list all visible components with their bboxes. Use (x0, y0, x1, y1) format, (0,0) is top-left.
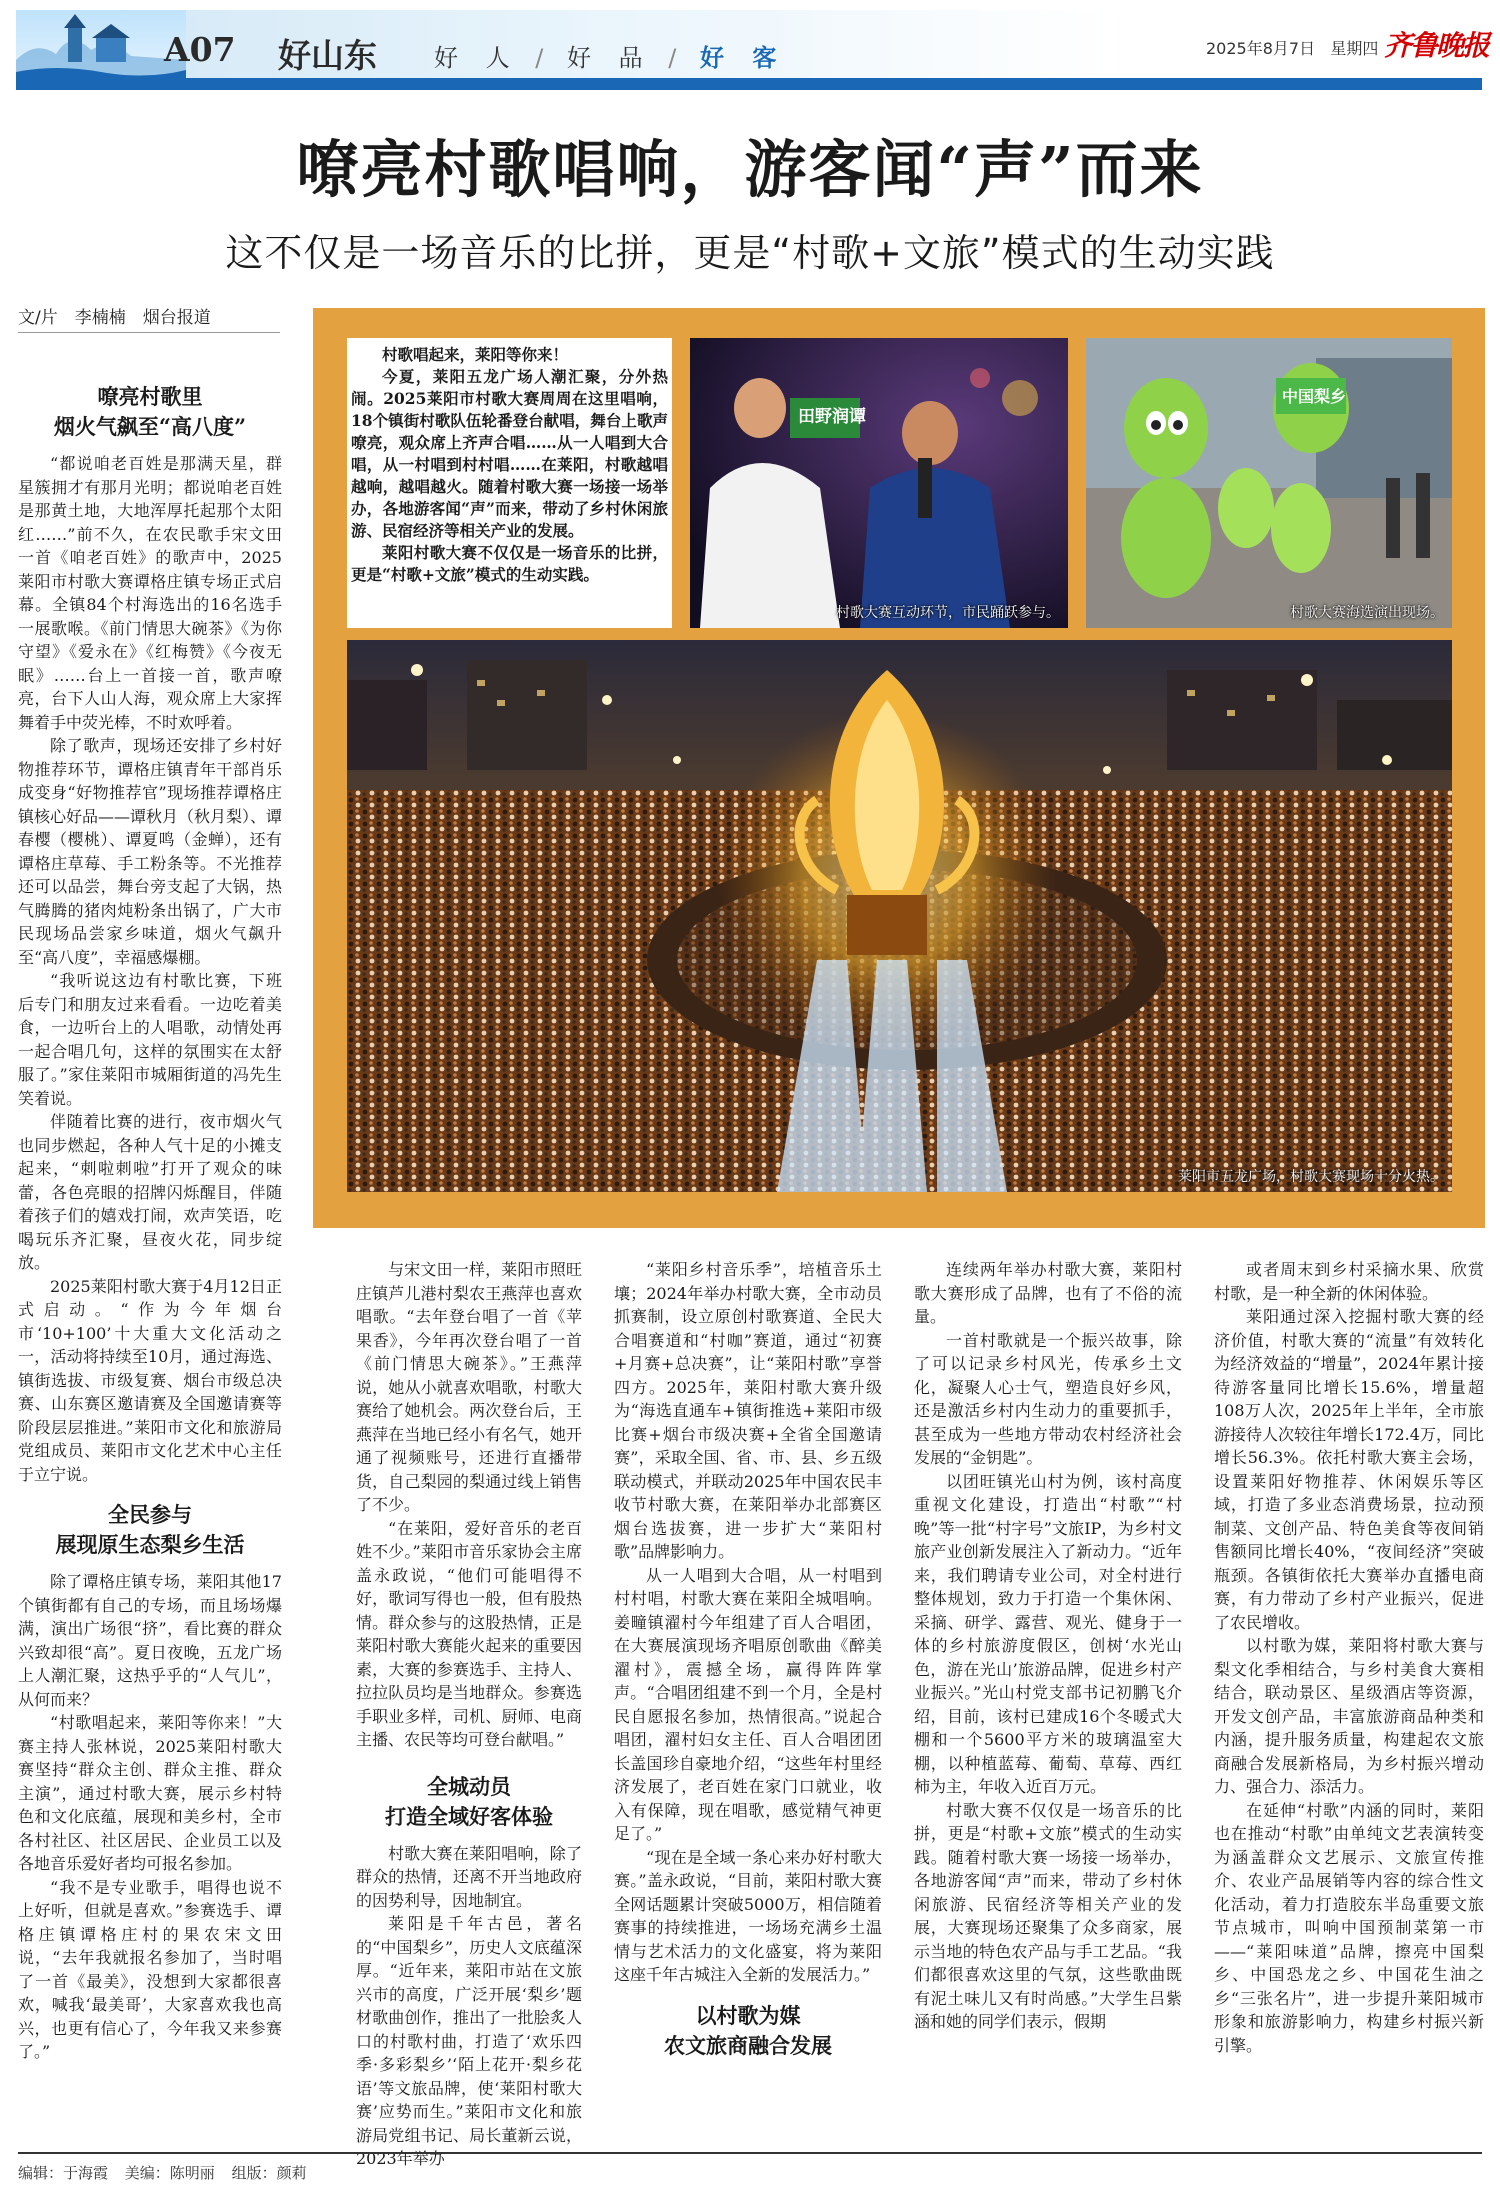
paragraph: 伴随着比赛的进行，夜市烟火气也同步燃起，各种人气十足的小摊支起来，“刺啦刺啦”打开了观众的味蕾，各色亮眼的招牌闪烁醒目，伴随着孩子们的嬉戏打闹，欢声笑语，吃喝玩乐齐汇聚，昼夜火花，同步绽放。 (18, 1112, 282, 1272)
paragraph: 连续两年举办村歌大赛，莱阳村歌大赛形成了品牌，也有了不俗的流量。 (914, 1260, 1182, 1326)
paragraph: 与宋文田一样，莱阳市照旺庄镇芦儿港村梨农王燕萍也喜欢唱歌。“去年登台唱了一首《苹果香》，今年再次登台唱了一首《前门情思大碗茶》。”王燕萍说，她从小就喜欢唱歌，村歌大赛给了她机会。两次登台后，王燕萍在当地已经小有名气，她开通了视频账号，还进行直播带货，自己梨园的梨通过线上销售了不少。 (356, 1260, 582, 1514)
paragraph: “现在是全域一条心来办好村歌大赛。”盖永政说，“目前，莱阳村歌大赛全网话题累计突破5000万，相信随着赛事的持续推进，一场场充满乡土温情与艺术活力的文化盛宴，将为莱阳这座千年古城注入全新的发展活力。” (614, 1847, 882, 1984)
paragraph: 以村歌为媒，莱阳将村歌大赛与梨文化季相结合，与乡村美食大赛相结合，联动景区、星级酒店等资源，开发文创产品，丰富旅游商品种类和内涵，提升服务质量，构建起农文旅商融合发展新格局，为乡村振兴增动力、强合力、添活力。 (1214, 1636, 1484, 1796)
subheading (18, 382, 282, 442)
article-column-4 (914, 1258, 1182, 2128)
paragraph: 村歌大赛不仅仅是一场音乐的比拼，更是“村歌+文旅”模式的生动实践。随着村歌大赛一场接一场举办，各地游客闻“声”而来，带动了乡村休闲旅游、民宿经济等相关产业的发展，大赛现场还聚集了众多商家，展示当地的特色农产品与手工艺品。“我们都很喜欢这里的气氛，这些歌曲既有泥土味儿又有时尚感。”大学生吕紫涵和她的同学们表示，假期 (914, 1800, 1182, 2031)
credits-footer (18, 2152, 1482, 2183)
photo-interaction (690, 338, 1068, 628)
photo-banner-text: 田野润谭 (798, 407, 866, 427)
weekday-text: 星期四 (1330, 39, 1379, 58)
paragraph: “都说咱老百姓是那满天星，群星簇拥才有那月光明；都说咱老百姓是那黄土地，大地浑厚托起那个太阳红……”前不久，在农民歌手宋文田一首《咱老百姓》的歌声中，2025莱阳市村歌大赛谭格庄镇专场正式启幕。全镇84个村海选出的16名选手一展歌喉。《前门情思大碗茶》《为你守望》《爱永在》《红梅赞》《今夜无眠》……台上一首接一首，歌声嘹亮，台下人山人海，观众席上大家挥舞着手中荧光棒，不时欢呼着。 (18, 454, 282, 732)
intro-paragraph: 今夏，莱阳五龙广场人潮汇聚，分外热闹。2025莱阳市村歌大赛周周在这里唱响，18个镇街村歌队伍轮番登台献唱，舞台上歌声嘹亮，观众席上齐声合唱……从一人唱到大合唱，从一村唱到村村唱……在莱阳，村歌越唱越响，越唱越火。随着村歌大赛一场接一场举办，各地游客闻“声”而来，带动了乡村休闲旅游、民宿经济等相关产业的发展。 (351, 367, 668, 540)
article-column-3 (614, 1258, 882, 2128)
section-title: 好山东 (278, 36, 377, 75)
paragraph: 村歌大赛在莱阳唱响，除了群众的热情，还离不开当地政府的因势利导，因地制宜。 (356, 1843, 582, 1910)
photo-caption: 村歌大赛互动环节，市民踊跃参与。 (836, 605, 1060, 621)
section-tabs: 好 人 / 好 品 / 好 客 (434, 44, 787, 72)
subheading (18, 1500, 282, 1560)
tab-good-people[interactable]: 好 人 (434, 44, 520, 72)
paragraph: 从一人唱到大合唱，从一村唱到村村唱，村歌大赛在莱阳全城唱响。姜疃镇濯村今年组建了百人合唱团，在大赛展演现场齐唱原创歌曲《醉美濯村》，震撼全场，赢得阵阵掌声。“合唱团组建不到一个月，全是村民自愿报名参加，热情很高。”说起合唱团，濯村妇女主任、百人合唱团团长盖国珍自豪地介绍，“这些年村里经济发展了，老百姓在家门口就业，收入有保障，现在唱歌，感觉精气神更足了。” (614, 1565, 882, 1843)
article-column-5 (1214, 1258, 1484, 2128)
subheading-line: 打造全域好客体验 (385, 1803, 553, 1829)
page-number: A07 (164, 30, 236, 69)
tab-good-products[interactable]: 好 品 (566, 44, 653, 72)
intro-paragraph: 莱阳村歌大赛不仅仅是一场音乐的比拼，更是“村歌+文旅”模式的生动实践。 (351, 543, 668, 584)
subheading (356, 1772, 582, 1832)
paragraph: “我听说这边有村歌比赛，下班后专门和朋友过来看看。一边吃着美食，一边听台上的人唱歌，动情处再一起合唱几句，这样的氛围实在太舒服了。”家住莱阳市城厢街道的冯先生笑着说。 (18, 971, 282, 1108)
paragraph: 在延伸“村歌”内涵的同时，莱阳也在推动“村歌”由单纯文艺表演转变为涵盖群众文艺展示、文旅宣传推介、农业产品展销等内容的综合性文化活动，着力打造胶东半岛重要文旅节点城市，叫响中国预制菜第一市——“莱阳味道”品牌，擦亮中国梨乡、中国恐龙之乡、中国花生油之乡“三张名片”，进一步提升莱阳城市形象和旅游影响力，构建乡村振兴新引擎。 (1214, 1800, 1484, 2055)
masthead-band (16, 78, 1482, 90)
date-text: 2025年8月7日 (1206, 39, 1316, 58)
masthead (16, 10, 1489, 90)
subheading-line: 全民参与 (108, 1502, 192, 1527)
intro-box (347, 338, 672, 628)
subheading-line: 烟火气飙至“高八度” (53, 414, 247, 439)
paragraph: 一首村歌就是一个振兴故事，除了可以记录乡村风光，传承乡土文化，凝聚人心士气，塑造良好乡风，还是激活乡村内生动力的重要抓手，甚至成为一些地方带动农村经济社会发展的“金钥匙”。 (914, 1330, 1182, 1467)
subheading-line: 全城动员 (427, 1773, 511, 1799)
paragraph: 莱阳通过深入挖掘村歌大赛的经济价值，村歌大赛的“流量”有效转化为经济效益的“增量”，2024年累计接待游客量同比增长15.6%，增量超108万人次，2025年上半年，全市旅游接待人次较往年增长172.4万，同比增长56.3%。依托村歌大赛主会场，设置莱阳好物推荐、休闲娱乐等区域，打造了多业态消费场景，拉动预制菜、文创产品、特色美食等夜间销售额同比增长40%，“夜间经济”突破瓶颈。各镇街依托大赛举办直播电商赛，有力带动了乡村产业振兴，促进了农民增收。 (1214, 1307, 1484, 1632)
subheading (614, 2001, 882, 2061)
subheadline: 这不仅是一场音乐的比拼，更是“村歌+文旅”模式的生动实践 (225, 231, 1275, 275)
mascot-sign-text: 中国梨乡 (1282, 387, 1347, 406)
newspaper-logo: 齐鲁晚报 (1384, 29, 1489, 62)
editor-credit: 编辑：于海霞 (18, 2164, 109, 2182)
subheading-line: 农文旅商融合发展 (664, 2032, 832, 2058)
subheading-line: 以村歌为媒 (695, 2002, 801, 2028)
photo-plaza-graphic (347, 640, 1452, 1192)
paragraph: 2025莱阳村歌大赛于4月12日正式启动。“作为今年烟台市‘10+100’十大重大文化活动之一，活动将持续至10月，通过海选、镇街选拔、市级复赛、烟台市级总决赛、山东赛区邀请赛及全国邀请赛等阶段层层推进。”莱阳市文化和旅游局党组成员、莱阳市文化艺术中心主任于立宁说。 (18, 1276, 282, 1484)
paragraph: “村歌唱起来，莱阳等你来！”大赛主持人张林说，2025莱阳村歌大赛坚持“群众主创、群众主推、群众主演”，通过村歌大赛，展示乡村特色和文化底蕴，展现和美乡村，全市各村社区、社区居民、企业员工以及各地音乐爱好者均可报名参加。 (18, 1713, 282, 1873)
paragraph: 以团旺镇光山村为例，该村高度重视文化建设，打造出“村歌”“村晚”等一批“村字号”文旅IP，为乡村文旅产业创新发展注入了新动力。“近年来，我们聘请专业公司，对全村进行整体规划，致力于打造一个集休闲、采摘、研学、露营、观光、健身于一体的乡村旅游度假区，创树‘水光山色，游在光山’旅游品牌，促进乡村产业振兴。”光山村党支部书记初鹏飞介绍，目前，该村已建成16个冬暖式大棚和一个5600平方米的玻璃温室大棚，以种植蓝莓、葡萄、草莓、西红柿为主，年收入近百万元。 (914, 1471, 1182, 1796)
photo-interaction-graphic (690, 338, 1068, 628)
layout-credit: 组版：颜莉 (231, 2164, 307, 2182)
paragraph: “莱阳乡村音乐季”，培植音乐土壤；2024年举办村歌大赛，全市动员抓赛制，设立原创村歌赛道、全民大合唱赛道和“村咖”赛道，通过“初赛+月赛+总决赛”，让“莱阳村歌”享誉四方。2025年，莱阳村歌大赛升级为“海选直通车+镇街推选+莱阳市级比赛+烟台市级决赛+全省全国邀请赛”，采取全国、省、市、县、乡五级联动模式，并联动2025年中国农民丰收节村歌大赛，在莱阳举办北部赛区烟台选拔赛，进一步扩大“莱阳村歌”品牌影响力。 (614, 1260, 882, 1561)
paragraph: “我不是专业歌手，唱得也说不上好听，但就是喜欢。”参赛选手、谭格庄镇谭格庄村的果农宋文田说，“去年我就报名参加了，当时唱了一首《最美》，没想到大家都很喜欢，喊我‘最美哥’，大家喜欢我也高兴，也更有信心了，今年我又来参赛了。” (18, 1877, 282, 2061)
art-editor-credit: 美编：陈明丽 (124, 2164, 215, 2182)
paragraph: 莱阳是千年古邑，著名的“中国梨乡”，历史人文底蕴深厚。“近年来，莱阳市站在文旅兴市的高度，广泛开展‘梨乡’题材歌曲创作，推出了一批脍炙人口的村歌村曲，打造了‘欢乐四季·多彩梨乡’‘陌上花开·梨乡花语’等文旅品牌，使‘莱阳村歌大赛’应势而生。”莱阳市文化和旅游局党组书记、局长董新云说，2023年举办 (356, 1914, 582, 2168)
subheading-line: 展现原生态梨乡生活 (55, 1532, 245, 1557)
photo-caption: 莱阳市五龙广场，村歌大赛现场十分火热。 (1178, 1169, 1444, 1185)
subheading-line: 嘹亮村歌里 (97, 384, 203, 409)
photo-audition (1086, 338, 1452, 628)
tab-good-guests[interactable]: 好 客 (699, 44, 787, 72)
photo-audition-graphic (1086, 338, 1452, 628)
paragraph: 除了谭格庄镇专场，莱阳其他17个镇街都有自己的专场，而且场场爆满，演出广场很“挤”，看比赛的群众兴致却很“高”。夏日夜晚，五龙广场上人潮汇聚，这热乎乎的“人气儿”，从何而来？ (18, 1572, 282, 1709)
photo-plaza (347, 640, 1452, 1192)
paragraph: “在莱阳，爱好音乐的老百姓不少。”莱阳市音乐家协会主席盖永政说，“他们可能唱得不好，歌词写得也一般，但有股热情。群众参与的这股热情，正是莱阳村歌大赛能火起来的重要因素，大赛的参赛选手、主持人、拉拉队员均是当地群众。参赛选手职业多样，司机、厨师、电商主播、农民等均可登台献唱。” (356, 1518, 582, 1749)
byline: 文/片 李楠楠 烟台报道 (18, 303, 280, 333)
article-column-left (18, 368, 282, 2068)
photo-caption: 村歌大赛海选演出现场。 (1290, 605, 1444, 621)
article-column-2 (356, 1258, 582, 2168)
issue-date (1206, 36, 1378, 59)
intro-paragraph: 村歌唱起来，莱阳等你来！ (382, 345, 569, 364)
paragraph: 除了歌声，现场还安排了乡村好物推荐环节，谭格庄镇青年干部肖乐成变身“好物推荐官”现场推荐谭格庄镇核心好品——谭秋月（秋月梨）、谭春樱（樱桃）、谭夏鸣（金蝉），还有谭格庄草莓、手工粉条等。不光推荐还可以品尝，舞台旁支起了大锅，热气腾腾的猪肉炖粉条出锅了，广大市民现场品尝家乡味道，烟火气飙升至“高八度”，幸福感爆棚。 (18, 736, 283, 967)
headline: 嘹亮村歌唱响，游客闻“声”而来 (296, 133, 1204, 206)
paragraph: 或者周末到乡村采摘水果、欣赏村歌，是一种全新的休闲体验。 (1214, 1260, 1484, 1303)
